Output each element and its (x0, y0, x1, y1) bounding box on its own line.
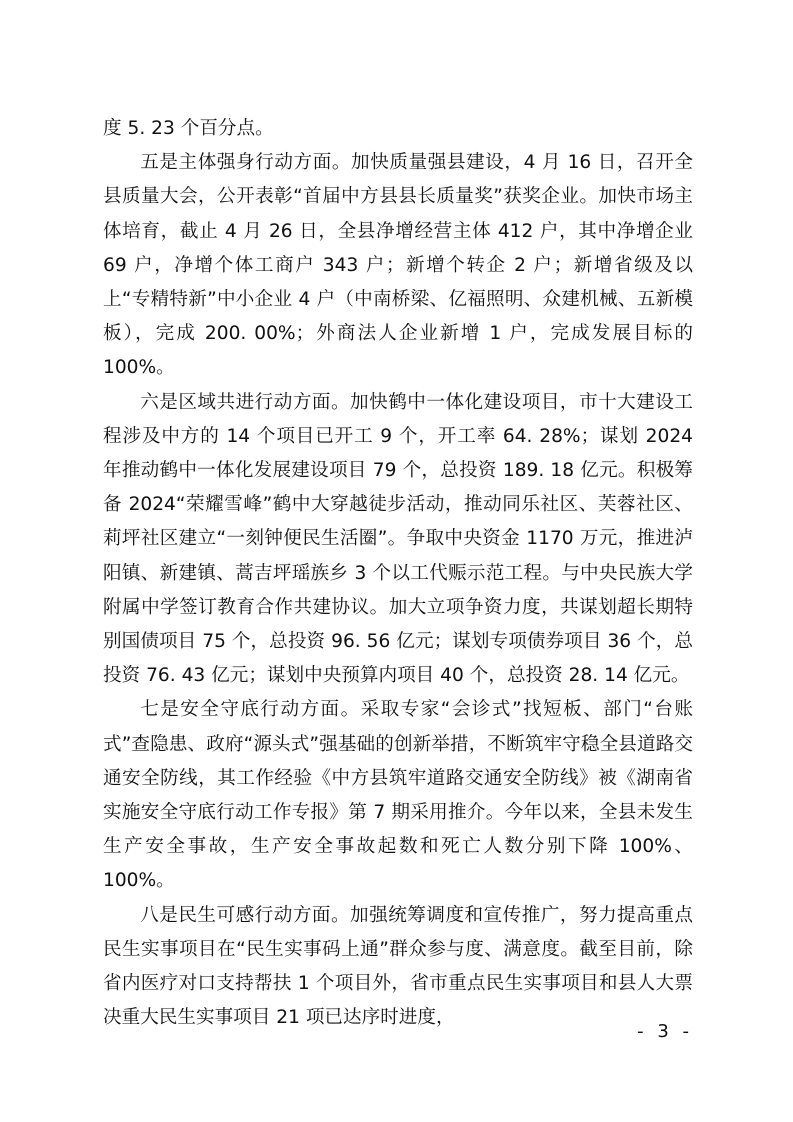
paragraph-subject-strengthening: 五是主体强身行动方面。加快质量强县建设，4 月 16 日，召开全县质量大会，公开表彰“首届中方县县长质量奖”获奖企业。加快市场主体培育，截止 4 月 26 日，全县净增经营主体 412 户，其中净增企业 69 户，净增个体工商户 343 户；新增个转企 2 户；新增省级及以上“专精特新”中小企业 4 户（中南桥梁、亿福照明、众建机械、五新模板），完成 200. 00%；外商法人企业新增 1 户，完成发展目标的 100%。 (103, 152, 693, 379)
paragraph-livelihood: 八是民生可感行动方面。加强统筹调度和宣传推广，努力提高重点民生实事项目在“民生实事码上通”群众参与度、满意度。截至目前，除省内医疗对口支持帮扶 1 个项目外，省市重点民生实事项目和县人大票决重大民生实事项目 21 项已达序时进度， (103, 904, 693, 1029)
document-body (103, 112, 693, 1035)
paragraph-safety-baseline: 七是安全守底行动方面。采取专家“会诊式”找短板、部门“台账式”查隐患、政府“源头式”强基础的创新举措，不断筑牢守稳全县道路交通安全防线，其工作经验《中方县筑牢道路交通安全防线》被《湖南省实施安全守底行动工作专报》第 7 期采用推介。今年以来，全县未发生生产安全事故，生产安全事故起数和死亡人数分别下降 100%、100%。 (103, 699, 693, 892)
paragraph-regional-progress: 六是区域共进行动方面。加快鹤中一体化建设项目，市十大建设工程涉及中方的 14 个项目已开工 9 个，开工率 64. 28%；谋划 2024 年推动鹤中一体化发展建设项目 79 个，总投资 189. 18 亿元。积极筹备 2024“荣耀雪峰”鹤中大穿越徒步活动，推动同乐社区、芙蓉社区、莉坪社区建立“一刻钟便民生活圈”。争取中央资金 1170 万元，推进泸阳镇、新建镇、蒿吉坪瑶族乡 3 个以工代赈示范工程。与中央民族大学附属中学签订教育合作共建协议。加大立项争资力度，共谋划超长期特别国债项目 75 个，总投资 96. 56 亿元；谋划专项债券项目 36 个，总投资 76. 43 亿元；谋划中央预算内项目 40 个，总投资 28. 14 亿元。 (103, 391, 693, 687)
paragraph-continuation: 度 5. 23 个百分点。 (103, 118, 274, 139)
page-number: - 3 - (637, 1021, 693, 1042)
